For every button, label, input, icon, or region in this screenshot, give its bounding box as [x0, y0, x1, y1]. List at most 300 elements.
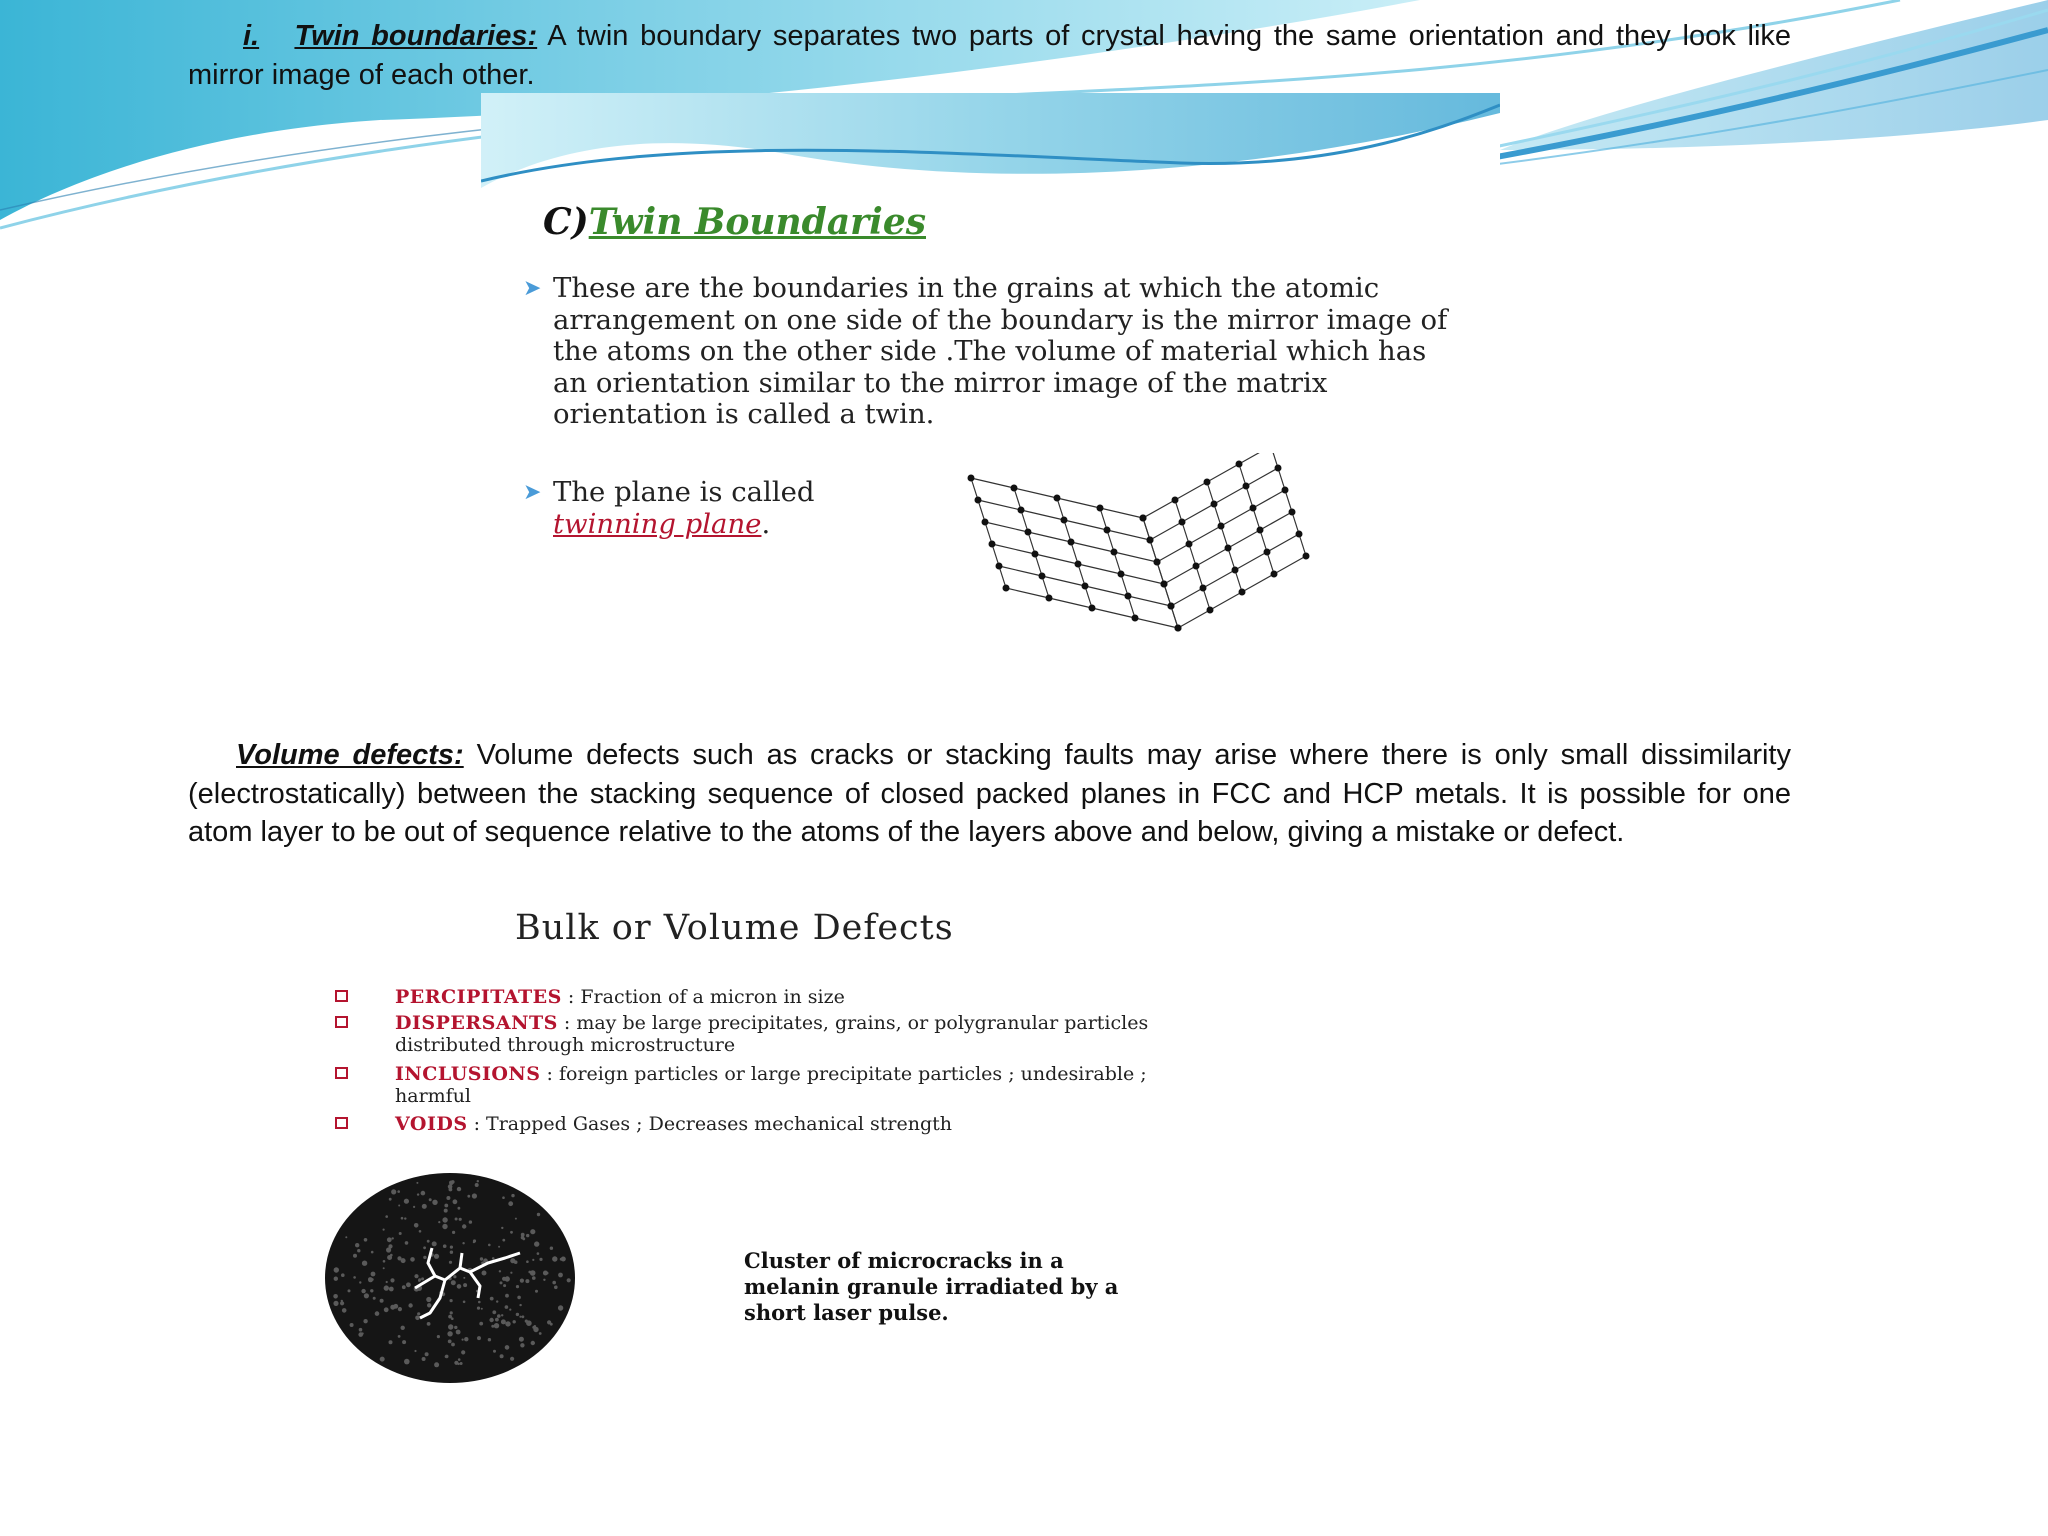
lattice-line: [978, 500, 1021, 510]
granule-texture: [502, 1196, 505, 1199]
lattice-atom: [1250, 505, 1257, 512]
granule-texture: [422, 1357, 426, 1361]
granule-texture: [434, 1254, 439, 1259]
slide1-bullet-1-text: These are the boundaries in the grains at which the atomic arrangement on one side of the boundary is the mirror image of the atoms on the other side .The volume of material which has an orientation similar to the mirror image of the matrix orientation is called a twin.: [553, 272, 1448, 430]
granule-texture: [500, 1354, 504, 1358]
granule-texture: [491, 1325, 494, 1328]
lattice-atom: [1118, 571, 1125, 578]
lattice-atom: [1275, 465, 1282, 472]
lattice-atom: [1154, 559, 1161, 566]
granule-texture: [510, 1357, 514, 1361]
granule-texture: [432, 1241, 437, 1246]
lattice-line: [1164, 566, 1196, 584]
granule-texture: [463, 1277, 465, 1279]
granule-texture: [501, 1314, 503, 1316]
granule-texture: [450, 1299, 453, 1302]
granule-texture: [368, 1277, 372, 1281]
granule-texture: [401, 1258, 406, 1263]
granule-texture: [478, 1301, 481, 1304]
lattice-line: [1242, 574, 1274, 592]
lattice-atom: [1175, 625, 1182, 632]
granule-texture: [348, 1289, 351, 1292]
lattice-line: [1064, 520, 1107, 530]
granule-texture: [390, 1254, 393, 1257]
checkbox-bullet-icon: [335, 990, 348, 1002]
granule-texture: [455, 1218, 458, 1221]
lattice-line: [1014, 488, 1057, 498]
granule-texture: [421, 1277, 424, 1280]
granule-texture: [448, 1324, 453, 1329]
lattice-line: [1178, 610, 1210, 628]
lattice-atom: [1061, 517, 1068, 524]
granule-texture: [510, 1231, 513, 1234]
granule-texture: [390, 1305, 395, 1310]
defect-keyword: DISPERSANTS: [395, 1012, 558, 1034]
granule-texture: [415, 1316, 420, 1321]
granule-texture: [558, 1305, 563, 1310]
lattice-line: [971, 478, 1014, 488]
granule-texture: [488, 1338, 491, 1341]
granule-texture: [401, 1326, 405, 1330]
granule-texture: [383, 1260, 386, 1263]
arrow-bullet-icon: ➤: [523, 276, 542, 301]
checkbox-bullet-icon: [335, 1117, 348, 1129]
granule-texture: [457, 1187, 461, 1191]
granule-texture: [463, 1283, 467, 1287]
granule-texture: [417, 1193, 419, 1195]
lattice-line: [1235, 552, 1267, 570]
lattice-atom: [1104, 527, 1111, 534]
lattice-line: [1210, 592, 1242, 610]
granule-texture: [341, 1273, 345, 1277]
granule-texture: [398, 1335, 401, 1338]
lattice-line: [1267, 534, 1299, 552]
slide2-title: Bulk or Volume Defects: [515, 908, 954, 948]
defect-item-voids: [335, 1113, 1215, 1135]
granule-texture: [345, 1236, 347, 1238]
lattice-line: [1175, 482, 1207, 500]
lattice-line: [1246, 468, 1278, 486]
granule-texture: [444, 1204, 448, 1208]
lattice-atom: [1207, 607, 1214, 614]
lattice-atom: [1039, 573, 1046, 580]
granule-texture: [399, 1232, 402, 1235]
granule-texture: [408, 1303, 412, 1307]
granule-texture: [383, 1267, 385, 1269]
granule-texture: [398, 1205, 400, 1207]
lattice-atom: [1204, 479, 1211, 486]
granule-texture: [380, 1299, 384, 1303]
granule-texture: [454, 1326, 457, 1329]
granule-texture: [449, 1261, 452, 1264]
granule-texture: [552, 1256, 557, 1261]
granule-texture: [432, 1200, 437, 1205]
granule-texture: [492, 1310, 496, 1314]
granule-texture: [448, 1315, 452, 1319]
lattice-atom: [1296, 531, 1303, 538]
granule-texture: [520, 1279, 524, 1283]
granule-texture: [479, 1322, 483, 1326]
granule-texture: [361, 1289, 365, 1293]
granule-texture: [490, 1297, 494, 1301]
granule-texture: [482, 1271, 487, 1276]
granule-texture: [387, 1237, 392, 1242]
twin-lattice-diagram: [961, 453, 1441, 718]
granule-texture: [427, 1240, 430, 1243]
defect-description: : may be large precipitates, grains, or polygranular particles distributed through microstructure: [395, 1012, 1149, 1056]
granule-texture: [447, 1331, 452, 1336]
granule-texture: [497, 1314, 501, 1318]
granule-texture: [539, 1258, 542, 1261]
granule-texture: [355, 1243, 359, 1247]
granule-texture: [505, 1345, 510, 1350]
lattice-atom: [1271, 571, 1278, 578]
lattice-line: [1071, 542, 1114, 552]
granule-texture: [334, 1267, 339, 1272]
granule-texture: [446, 1196, 450, 1200]
lattice-atom: [968, 475, 975, 482]
defect-description: : foreign particles or large precipitate particles ; undesirable ; harmful: [395, 1063, 1147, 1107]
granule-texture: [375, 1311, 380, 1316]
lattice-line: [1100, 508, 1143, 518]
lattice-line: [1196, 548, 1228, 566]
granule-texture: [418, 1280, 420, 1282]
lattice-atom: [1082, 583, 1089, 590]
granule-texture: [389, 1287, 394, 1292]
granule-texture: [526, 1260, 529, 1263]
lattice-atom: [1211, 501, 1218, 508]
granule-texture: [510, 1272, 512, 1274]
granule-texture: [450, 1246, 453, 1249]
granule-texture: [390, 1278, 394, 1282]
defect-keyword: PERCIPITATES: [395, 986, 562, 1008]
granule-texture: [522, 1315, 525, 1318]
lattice-line: [1035, 554, 1078, 564]
granule-texture: [530, 1229, 535, 1234]
granule-texture: [450, 1311, 453, 1314]
lattice-line: [1049, 598, 1092, 608]
granule-texture: [539, 1332, 542, 1335]
granule-texture: [398, 1307, 402, 1311]
granule-texture: [513, 1320, 516, 1323]
granule-texture: [402, 1340, 406, 1344]
volume-defects-text: Volume defects such as cracks or stacking faults may arise where there is only small dissimilarity (electrostatically) between the stacking sequence of closed packed planes in FCC and HCP metals. It is possible for one atom layer to be out of sequence relative to the atoms of the layers above and below, giving a mistake or defect.: [188, 739, 1791, 848]
slide1-title-prefix: C): [543, 201, 589, 243]
granule-texture: [461, 1350, 465, 1354]
granule-texture: [362, 1261, 367, 1266]
granule-texture: [516, 1285, 519, 1288]
slide1-bullet-1: [523, 273, 1453, 431]
granule-texture: [442, 1217, 447, 1222]
checkbox-bullet-icon: [335, 1016, 348, 1028]
granule-texture: [371, 1251, 374, 1254]
granule-texture: [458, 1207, 461, 1210]
defect-item-inclusions: [335, 1063, 1215, 1107]
granule-texture: [463, 1301, 466, 1304]
granule-texture: [543, 1279, 545, 1281]
lattice-atom: [1193, 563, 1200, 570]
granule-texture: [423, 1246, 426, 1249]
bulk-volume-defects-slide: [240, 888, 1302, 1408]
lattice-line: [1143, 500, 1175, 518]
granule-texture: [526, 1234, 529, 1237]
lattice-line: [1253, 490, 1285, 508]
granule-texture: [532, 1259, 534, 1261]
lattice-line: [1006, 588, 1049, 598]
lattice-line: [1092, 608, 1135, 618]
granule-texture: [537, 1252, 540, 1255]
lattice-atom: [1032, 551, 1039, 558]
lattice-line: [1214, 486, 1246, 504]
granule-texture: [384, 1307, 389, 1312]
granule-texture: [489, 1318, 493, 1322]
microcrack: [460, 1253, 462, 1268]
lattice-atom: [1011, 485, 1018, 492]
granule-texture: [508, 1201, 513, 1206]
granule-texture: [341, 1300, 343, 1302]
lattice-atom: [1200, 585, 1207, 592]
granule-texture: [495, 1318, 499, 1322]
slide-wave-header: [481, 93, 1500, 193]
lattice-line: [1260, 512, 1292, 530]
granule-texture: [427, 1322, 431, 1326]
granule-texture: [383, 1229, 385, 1231]
granule-texture: [445, 1355, 448, 1358]
granule-texture: [509, 1309, 511, 1311]
granule-texture: [505, 1276, 510, 1281]
arrow-bullet-icon: ➤: [523, 480, 542, 505]
granule-texture: [402, 1285, 406, 1289]
granule-texture: [350, 1323, 354, 1327]
granule-texture: [353, 1276, 356, 1279]
lattice-atom: [1186, 541, 1193, 548]
lattice-line: [1021, 510, 1064, 520]
granule-texture: [501, 1227, 503, 1229]
granule-texture: [380, 1357, 385, 1362]
granule-texture: [464, 1337, 468, 1341]
lattice-line: [992, 544, 1035, 554]
granule-texture: [477, 1180, 479, 1182]
lattice-line: [1157, 544, 1189, 562]
defect-description: : Trapped Gases ; Decreases mechanical strength: [467, 1113, 953, 1135]
volume-defects-heading: Volume defects:: [236, 739, 464, 771]
granule-texture: [451, 1343, 455, 1347]
granule-texture: [442, 1224, 447, 1229]
twinning-plane-link[interactable]: twinning plane: [553, 507, 762, 540]
granule-texture: [503, 1284, 506, 1287]
lattice-atom: [1243, 483, 1250, 490]
granule-texture: [414, 1350, 416, 1352]
granule-texture: [558, 1273, 563, 1278]
slide1-bullet-2-text: The plane is called: [553, 476, 815, 508]
granule-texture: [499, 1270, 501, 1272]
lattice-atom: [989, 541, 996, 548]
granule-texture: [405, 1241, 409, 1245]
granule-texture: [385, 1215, 388, 1218]
granule-texture: [522, 1238, 525, 1241]
lattice-atom: [1054, 495, 1061, 502]
granule-texture: [423, 1256, 426, 1259]
granule-texture: [501, 1319, 506, 1324]
lattice-atom: [1046, 595, 1053, 602]
granule-texture: [530, 1270, 536, 1276]
granule-texture: [410, 1257, 415, 1262]
granule-texture: [389, 1340, 393, 1344]
granule-texture: [437, 1335, 440, 1338]
lattice-atom: [1264, 549, 1271, 556]
granule-texture: [494, 1323, 499, 1328]
granule-texture: [473, 1239, 476, 1242]
granule-texture: [511, 1194, 514, 1197]
granule-texture: [419, 1230, 422, 1233]
granule-texture: [397, 1190, 400, 1193]
lattice-atom: [1132, 615, 1139, 622]
granule-texture: [516, 1313, 519, 1316]
twin-boundaries-heading: Twin boundaries:: [294, 20, 538, 52]
granule-texture: [555, 1286, 557, 1288]
granule-texture: [510, 1258, 515, 1263]
twin-boundaries-paragraph: [188, 17, 1791, 94]
lattice-atom: [975, 497, 982, 504]
granule-texture: [469, 1220, 472, 1223]
lattice-atom: [1075, 561, 1082, 568]
granule-texture: [454, 1361, 458, 1365]
granule-texture: [552, 1281, 556, 1285]
granule-texture: [425, 1352, 429, 1356]
lattice-atom: [1282, 487, 1289, 494]
granule-texture: [449, 1181, 454, 1186]
lattice-line: [999, 566, 1042, 576]
lattice-line: [1203, 570, 1235, 588]
granule-texture: [519, 1316, 521, 1318]
granule-texture: [404, 1199, 409, 1204]
granule-texture: [333, 1294, 338, 1299]
granule-texture: [505, 1321, 510, 1326]
granule-texture: [364, 1293, 369, 1298]
defect-description: : Fraction of a micron in size: [561, 986, 845, 1008]
checkbox-bullet-icon: [335, 1067, 348, 1079]
granule-texture: [526, 1320, 532, 1326]
lattice-line: [1057, 498, 1100, 508]
granule-texture: [438, 1221, 440, 1223]
granule-texture: [502, 1239, 505, 1242]
lattice-line: [985, 522, 1028, 532]
lattice-atom: [1003, 585, 1010, 592]
lattice-atom: [1225, 545, 1232, 552]
defect-item-dispersants: [335, 1012, 1215, 1056]
granule-texture: [416, 1182, 418, 1184]
lattice-atom: [1239, 589, 1246, 596]
lattice-line: [1107, 530, 1150, 540]
granule-texture: [457, 1331, 460, 1334]
granule-texture: [452, 1231, 455, 1234]
lattice-atom: [1236, 461, 1243, 468]
granule-texture: [443, 1244, 447, 1248]
lattice-atom: [1232, 567, 1239, 574]
granule-texture: [525, 1279, 529, 1283]
lattice-line: [1042, 576, 1085, 586]
granule-texture: [517, 1296, 521, 1300]
granule-texture: [533, 1327, 538, 1332]
lattice-line: [1171, 588, 1203, 606]
granule-texture: [434, 1362, 439, 1367]
granule-texture: [481, 1308, 483, 1310]
granule-caption: Cluster of microcracks in a melanin granule irradiated by a short laser pulse.: [744, 1248, 1119, 1325]
granule-texture: [386, 1247, 391, 1252]
lattice-atom: [1172, 497, 1179, 504]
granule-texture: [401, 1217, 404, 1220]
granule-texture: [389, 1198, 392, 1201]
granule-texture: [406, 1282, 411, 1287]
granule-texture: [391, 1189, 396, 1194]
twin-boundaries-number: i.: [243, 20, 260, 52]
granule-texture: [534, 1241, 539, 1246]
granule-texture: [342, 1308, 347, 1313]
granule-texture: [462, 1224, 466, 1228]
granule-texture: [477, 1336, 481, 1340]
granule-texture: [373, 1297, 376, 1300]
granule-texture: [475, 1183, 479, 1187]
granule-texture: [370, 1289, 373, 1292]
lattice-atom: [1018, 507, 1025, 514]
granule-texture: [334, 1277, 338, 1281]
granule-texture: [462, 1242, 464, 1244]
lattice-line: [1078, 564, 1121, 574]
granule-texture: [467, 1195, 470, 1198]
lattice-atom: [996, 563, 1003, 570]
lattice-atom: [1111, 549, 1118, 556]
granule-texture: [492, 1257, 495, 1260]
granule-texture: [560, 1258, 563, 1261]
granule-texture: [422, 1204, 427, 1209]
lattice-line: [1207, 464, 1239, 482]
granule-texture: [384, 1285, 389, 1290]
lattice-atom: [1125, 593, 1132, 600]
granule-texture: [453, 1199, 458, 1204]
lattice-atom: [1303, 553, 1310, 560]
lattice-line: [1239, 453, 1271, 464]
granule-texture: [500, 1281, 503, 1284]
slide1-bullet-2: [523, 477, 863, 540]
lattice-line: [1274, 556, 1306, 574]
lattice-atom: [1257, 527, 1264, 534]
granule-texture: [371, 1272, 376, 1277]
granule-texture: [357, 1249, 360, 1252]
lattice-line: [1028, 532, 1071, 542]
granule-texture: [520, 1343, 524, 1347]
granule-texture: [353, 1254, 357, 1258]
granule-texture: [453, 1275, 456, 1278]
granule-texture: [448, 1340, 452, 1344]
lattice-line: [1085, 586, 1128, 596]
lattice-atom: [1218, 523, 1225, 530]
granule-texture: [550, 1247, 553, 1250]
granule-texture: [460, 1362, 463, 1365]
lattice-line: [1189, 526, 1221, 544]
melanin-granule-microcrack-image: [320, 1168, 580, 1388]
defect-item-percipitates: [335, 986, 1215, 1008]
granule-texture: [386, 1281, 388, 1283]
granule-texture: [462, 1339, 464, 1341]
granule-texture: [444, 1209, 448, 1213]
granule-texture: [535, 1290, 538, 1293]
lattice-atom: [1179, 519, 1186, 526]
lattice-atom: [1168, 603, 1175, 610]
lattice-line: [1128, 596, 1171, 606]
granule-texture: [333, 1301, 338, 1306]
lattice-atom: [1068, 539, 1075, 546]
granule-texture: [519, 1337, 524, 1342]
